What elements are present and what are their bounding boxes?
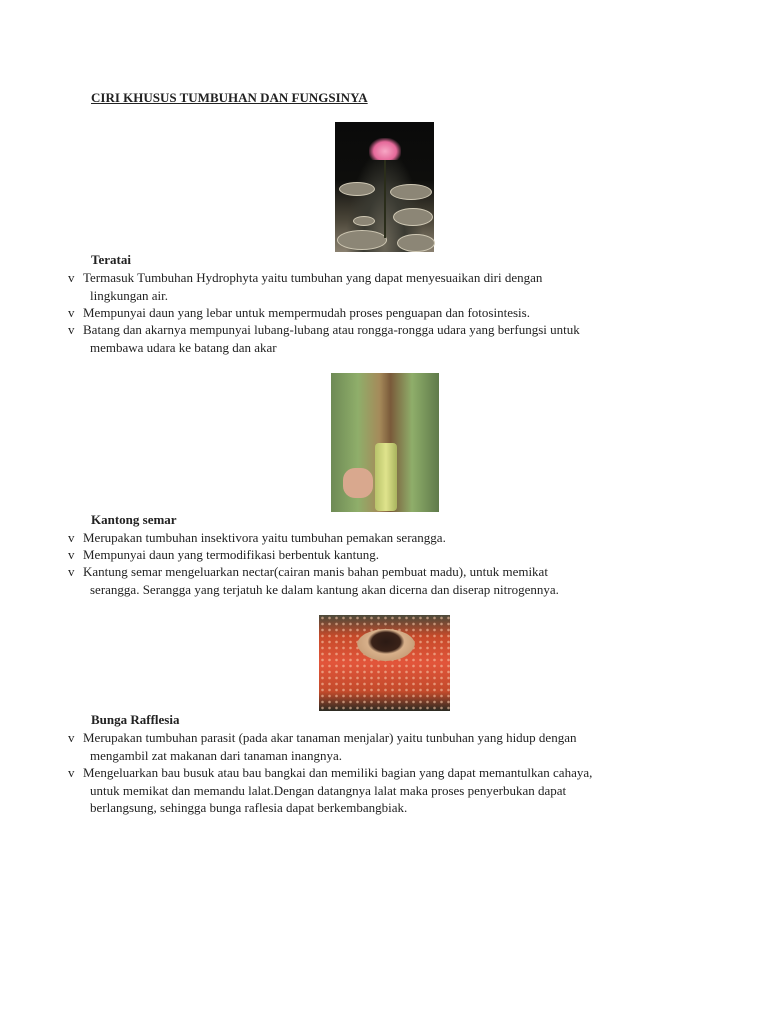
list-item: v Termasuk Tumbuhan Hydrophyta yaitu tumbuhan yang dapat menyesuaikan diri dengan lingkungan air.: [68, 270, 543, 303]
bullet-marker: v: [68, 564, 75, 579]
bullet-marker: v: [68, 730, 75, 745]
list-item: v Mempunyai daun yang termodifikasi berbentuk kantung.: [68, 547, 380, 562]
section-heading-rafflesia: Bunga Rafflesia: [91, 712, 180, 727]
bullet-marker: v: [68, 765, 75, 780]
page-title: CIRI KHUSUS TUMBUHAN DAN FUNGSINYA: [91, 90, 368, 105]
bullet-marker: v: [68, 322, 75, 337]
rafflesia-photo: [319, 615, 450, 711]
list-item: v Batang dan akarnya mempunyai lubang-lubang atau rongga-rongga udara yang berfungsi untuk membawa udara ke batang dan akar: [68, 322, 580, 355]
list-item: v Merupakan tumbuhan insektivora yaitu tumbuhan pemakan serangga.: [68, 530, 446, 545]
section-heading-kantong-semar: Kantong semar: [91, 512, 177, 527]
bullet-marker: v: [68, 270, 75, 285]
list-item: v Kantung semar mengeluarkan nectar(cairan manis bahan pembuat madu), untuk memikat serangga. Serangga yang terjatuh ke dalam kantung akan dicerna dan diserap nitrogennya.: [68, 564, 559, 597]
list-item: v Mengeluarkan bau busuk atau bau bangkai dan memiliki bagian yang dapat memantulkan cahaya, untuk memikat dan memandu lalat.Dengan datangnya lalat maka proses penyerbukan dapat berlangsung, sehingga bunga raflesia dapat berkembangbiak.: [68, 765, 593, 815]
bullet-marker: v: [68, 530, 75, 545]
section-heading-teratai: Teratai: [91, 252, 131, 267]
bullet-marker: v: [68, 305, 75, 320]
list-item: v Mempunyai daun yang lebar untuk mempermudah proses penguapan dan fotosintesis.: [68, 305, 530, 320]
bullet-marker: v: [68, 547, 75, 562]
lotus-photo: [335, 122, 434, 252]
list-item: v Merupakan tumbuhan parasit (pada akar tanaman menjalar) yaitu tunbuhan yang hidup dengan mengambil zat makanan dari tanaman inangnya.: [68, 730, 577, 763]
pitcher-plant-photo: [331, 373, 439, 512]
